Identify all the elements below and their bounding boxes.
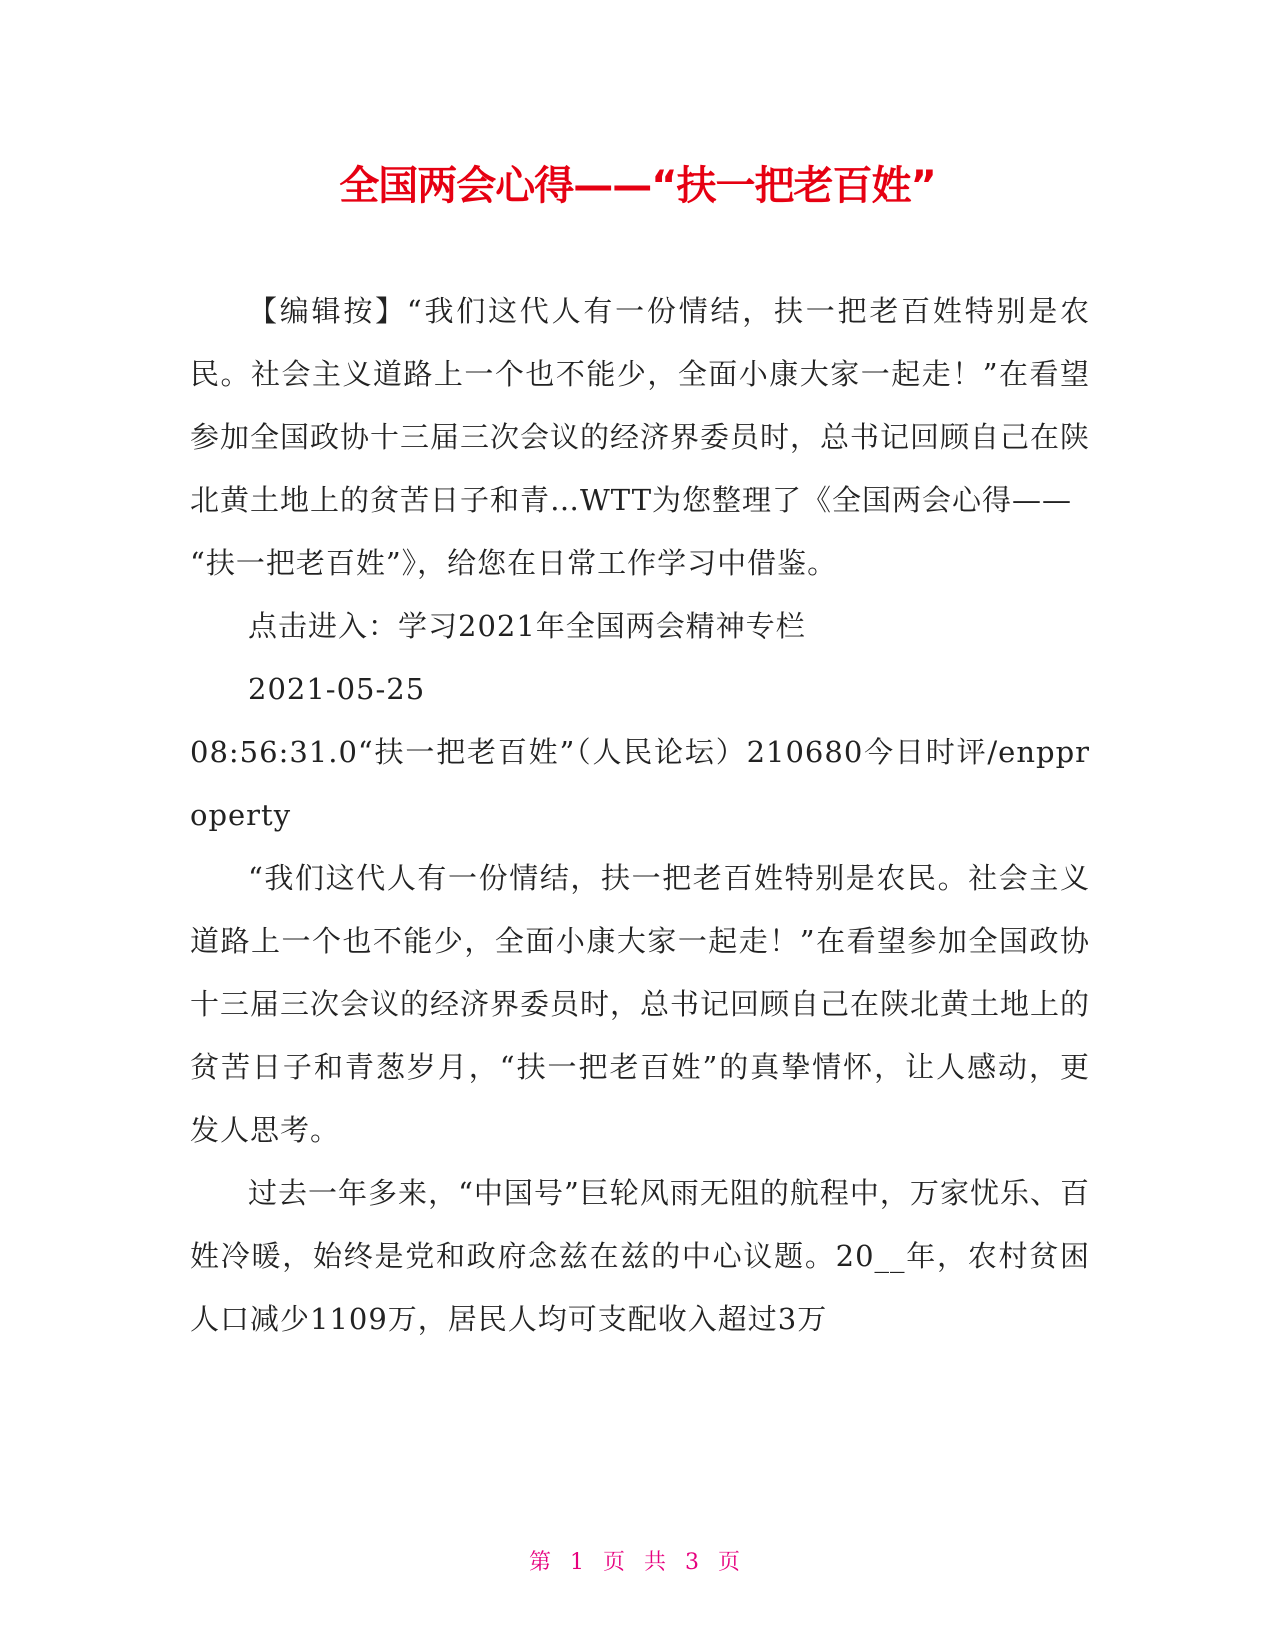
meta-line: 08:56:31.0“扶一把老百姓”（人民论坛）210680今日时评/enpproperty [190, 735, 1090, 832]
page-title: 全国两会心得——“扶一把老百姓” [339, 163, 936, 209]
page-footer: 第 1 页 共 3 页 [529, 1550, 746, 1575]
editor-note-paragraph: 【编辑按】“我们这代人有一份情结，扶一把老百姓特别是农民。社会主义道路上一个也不能少，全面小康大家一起走！”在看望参加全国政协十三届三次会议的经济界委员时，总书记回顾自己在陕北黄土地上的贫苦日子和青…WTT为您整理了《全国两会心得—— [190, 294, 1091, 517]
document-body [190, 280, 1090, 1351]
editor-note-continuation: “扶一把老百姓”》，给您在日常工作学习中借鉴。 [190, 546, 838, 580]
date-line: 2021-05-25 [248, 672, 426, 706]
column-link[interactable]: 点击进入：学习2021年全国两会精神专栏 [248, 609, 806, 643]
body-paragraph: “我们这代人有一份情结，扶一把老百姓特别是农民。社会主义道路上一个也不能少，全面小康大家一起走！”在看望参加全国政协十三届三次会议的经济界委员时，总书记回顾自己在陕北黄土地上的贫苦日子和青葱岁月，“扶一把老百姓”的真挚情怀，让人感动，更发人思考。 [190, 861, 1091, 1147]
body-paragraph: 过去一年多来，“中国号”巨轮风雨无阻的航程中，万家忧乐、百姓冷暖，始终是党和政府念兹在兹的中心议题。20__年，农村贫困人口减少1109万，居民人均可支配收入超过3万 [190, 1176, 1090, 1336]
